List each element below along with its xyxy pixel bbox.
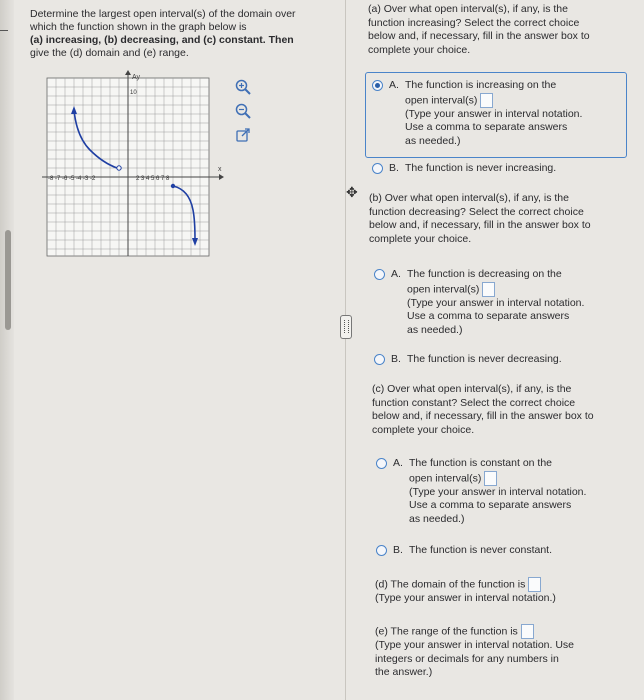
part-b-prompt-line: complete your choice. bbox=[369, 232, 472, 245]
option-letter: A. bbox=[389, 79, 399, 91]
part-b-prompt bbox=[369, 192, 591, 246]
part-c-option-a[interactable] bbox=[376, 457, 586, 526]
radio-unselected[interactable] bbox=[372, 163, 383, 174]
pane-divider bbox=[345, 0, 346, 700]
option-text: The function is never constant. bbox=[409, 544, 552, 556]
radio-unselected[interactable] bbox=[376, 458, 387, 469]
graph-tools bbox=[234, 78, 254, 150]
answer-box-constant[interactable] bbox=[484, 471, 497, 486]
move-icon[interactable]: ✥ bbox=[346, 184, 358, 200]
graph-svg bbox=[14, 70, 229, 260]
option-hint: (Type your answer in interval notation. bbox=[405, 107, 583, 120]
question-line-1: Determine the largest open interval(s) of the domain over bbox=[30, 8, 296, 20]
y-axis-label: Ay bbox=[132, 74, 141, 81]
function-graph bbox=[14, 70, 229, 265]
range-hint: (Type your answer in interval notation. Use bbox=[375, 639, 575, 651]
option-text: The function is constant on the bbox=[409, 457, 553, 469]
option-letter: B. bbox=[389, 162, 399, 174]
part-c-prompt-line: below and, if necessary, fill in the answer box to bbox=[372, 410, 594, 422]
part-a-prompt-line: function increasing? Select the correct choice bbox=[368, 16, 580, 29]
answer-box-range[interactable] bbox=[521, 624, 534, 639]
option-hint: (Type your answer in interval notation. bbox=[409, 485, 587, 498]
part-e bbox=[375, 624, 574, 680]
part-c-option-b[interactable] bbox=[376, 544, 552, 558]
zoom-in-icon[interactable] bbox=[234, 78, 252, 96]
domain-prompt: (d) The domain of the function is bbox=[375, 578, 526, 591]
radio-unselected[interactable] bbox=[376, 545, 387, 556]
zoom-out-icon[interactable] bbox=[234, 102, 252, 120]
option-text: open interval(s) bbox=[407, 282, 480, 295]
part-a-prompt bbox=[368, 3, 590, 57]
answer-box-domain[interactable] bbox=[528, 577, 541, 592]
part-a-prompt-line: (a) Over what open interval(s), if any, is the bbox=[368, 3, 568, 15]
option-hint: (Type your answer in interval notation. bbox=[407, 296, 585, 309]
option-letter: A. bbox=[391, 268, 401, 280]
open-external-icon[interactable] bbox=[234, 126, 252, 144]
range-hint: integers or decimals for any numbers in bbox=[375, 652, 559, 665]
option-text: The function is increasing on the bbox=[405, 79, 557, 91]
left-edge-strip bbox=[0, 0, 14, 700]
question-line-2: which the function shown in the graph below is bbox=[30, 21, 247, 33]
option-letter: B. bbox=[391, 353, 401, 365]
part-b-prompt-line: function decreasing? Select the correct choice bbox=[369, 205, 584, 218]
option-text: The function is decreasing on the bbox=[407, 268, 562, 280]
pane-resize-handle[interactable] bbox=[340, 315, 352, 339]
radio-selected[interactable] bbox=[372, 80, 383, 91]
option-hint: Use a comma to separate answers bbox=[405, 121, 568, 133]
radio-unselected[interactable] bbox=[374, 354, 385, 365]
part-b-option-a[interactable] bbox=[374, 268, 584, 337]
y-axis-arrow bbox=[125, 70, 131, 75]
part-c-prompt-line: (c) Over what open interval(s), if any, is the bbox=[372, 383, 572, 395]
part-a-prompt-line: below and, if necessary, fill in the answer box to bbox=[368, 30, 590, 42]
range-hint: the answer.) bbox=[375, 666, 433, 678]
part-c-prompt-line: function constant? Select the correct choice bbox=[372, 396, 576, 409]
option-hint: Use a comma to separate answers bbox=[409, 499, 572, 511]
part-c-prompt-line: complete your choice. bbox=[372, 423, 475, 436]
y-tick-label-top: 10 bbox=[130, 90, 137, 96]
option-letter: A. bbox=[393, 457, 403, 469]
left-scrollbar[interactable] bbox=[5, 230, 11, 330]
part-c-prompt bbox=[372, 383, 594, 437]
part-d bbox=[375, 577, 556, 606]
edge-mark bbox=[0, 30, 8, 31]
open-endpoint bbox=[117, 166, 121, 170]
x-axis-arrow bbox=[219, 174, 224, 180]
option-letter: B. bbox=[393, 544, 403, 556]
answer-box-decreasing[interactable] bbox=[482, 282, 495, 297]
option-text: open interval(s) bbox=[409, 471, 482, 484]
option-hint: Use a comma to separate answers bbox=[407, 310, 570, 322]
question-line-4: give the (d) domain and (e) range. bbox=[30, 47, 189, 59]
option-text: The function is never decreasing. bbox=[407, 353, 562, 365]
question-line-3: (a) increasing, (b) decreasing, and (c) constant. Then bbox=[30, 34, 294, 46]
option-text: open interval(s) bbox=[405, 93, 478, 106]
option-hint: as needed.) bbox=[409, 512, 465, 525]
closed-endpoint bbox=[171, 184, 175, 188]
part-b-prompt-line: below and, if necessary, fill in the answer box to bbox=[369, 219, 591, 231]
question-panel bbox=[30, 8, 330, 60]
part-a-option-b[interactable] bbox=[372, 162, 556, 176]
range-prompt: (e) The range of the function is bbox=[375, 625, 518, 638]
x-tick-labels-positive: 2 3 4 5 6 7 8 bbox=[136, 176, 170, 182]
radio-unselected[interactable] bbox=[374, 269, 385, 280]
part-b-option-b[interactable] bbox=[374, 353, 562, 367]
domain-hint: (Type your answer in interval notation.) bbox=[375, 592, 556, 604]
option-hint: as needed.) bbox=[407, 323, 463, 336]
option-hint: as needed.) bbox=[405, 134, 461, 147]
option-text: The function is never increasing. bbox=[405, 162, 557, 174]
x-tick-labels-negative: -8 -7 -6 -5 -4 -3 -2 bbox=[48, 176, 96, 182]
part-a-option-a[interactable] bbox=[372, 79, 582, 148]
answer-box-increasing[interactable] bbox=[480, 93, 493, 108]
part-a-prompt-line: complete your choice. bbox=[368, 43, 471, 56]
part-b-prompt-line: (b) Over what open interval(s), if any, is the bbox=[369, 192, 569, 204]
x-axis-label: x bbox=[218, 166, 222, 173]
